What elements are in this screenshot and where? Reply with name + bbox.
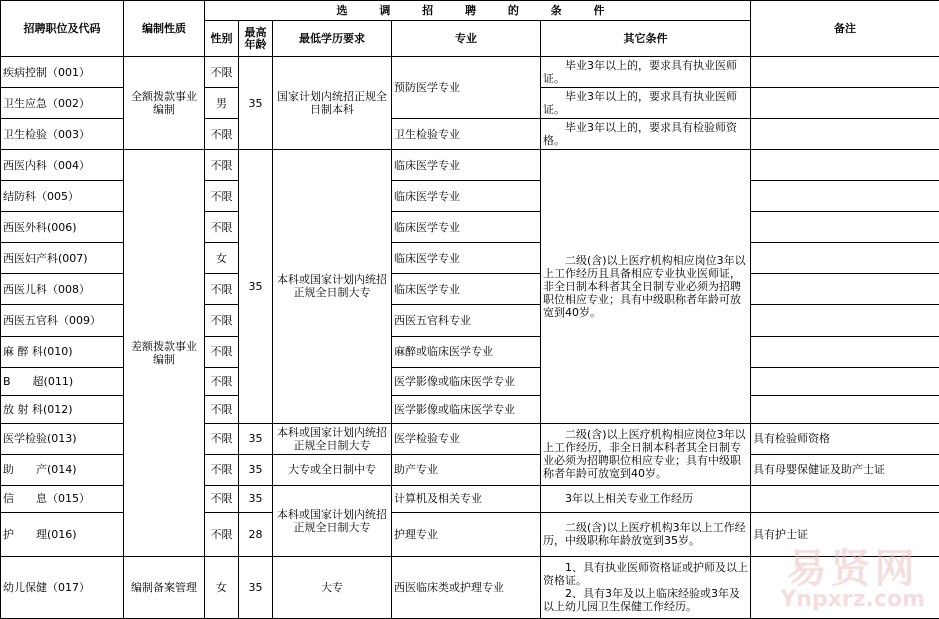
cell-gender: 不限: [205, 367, 239, 395]
cell-gender: 女: [205, 243, 239, 274]
cell-gender: 不限: [205, 57, 239, 88]
cell-gender: 不限: [205, 454, 239, 485]
cell-other: 毕业3年以上的，要求具有执业医师证。: [541, 57, 751, 88]
cell-major: 卫生检验专业: [392, 119, 541, 150]
header-staffing: 编制性质: [124, 1, 205, 57]
cell-position: 护 理(016): [1, 512, 124, 556]
cell-major: 西医五官科专业: [392, 305, 541, 336]
cell-major: 护理专业: [392, 512, 541, 556]
cell-remarks: [751, 367, 939, 395]
cell-major: 助产专业: [392, 454, 541, 485]
cell-age: 35: [239, 556, 273, 618]
cell-remarks: [751, 150, 939, 181]
cell-gender: 不限: [205, 119, 239, 150]
cell-staffing-diff: 差额拨款事业编制: [124, 150, 205, 557]
cell-remarks: [751, 556, 939, 618]
cell-major: 临床医学专业: [392, 212, 541, 243]
cell-position: 西医妇产科(007): [1, 243, 124, 274]
cell-major: 临床医学专业: [392, 150, 541, 181]
cell-position: 医学检验(013): [1, 423, 124, 454]
cell-position: 助 产(014): [1, 454, 124, 485]
table-row: [1, 57, 939, 88]
cell-major: 医学影像或临床医学专业: [392, 367, 541, 395]
other-line-1: 1、具有执业医师资格证或护师及以上资格证。: [543, 561, 748, 588]
header-max-age: 最高年龄: [239, 21, 273, 57]
cell-remarks: [751, 274, 939, 305]
cell-remarks: [751, 395, 939, 423]
cell-remarks: [751, 119, 939, 150]
table-row: [1, 556, 939, 618]
cell-gender: 男: [205, 88, 239, 119]
cell-position: 幼儿保健（017）: [1, 556, 124, 618]
cell-other-group-b: 二级(含)以上医疗机构相应岗位3年以上工作经历且具备相应专业执业医师证，非全日制本科者其全日制专业必须为招聘职位相应专业；具有中级职称者年龄可放宽到40岁。: [541, 150, 751, 423]
cell-gender: 不限: [205, 274, 239, 305]
cell-gender: 不限: [205, 336, 239, 367]
cell-position: 西医儿科（008）: [1, 274, 124, 305]
cell-position: 卫生检验（003）: [1, 119, 124, 150]
cell-age: 35: [239, 454, 273, 485]
cell-position: 信 息（015）: [1, 485, 124, 512]
cell-remarks: [751, 181, 939, 212]
cell-education: 本科或国家计划内统招正规全日制大专: [273, 423, 392, 454]
cell-remarks: [751, 305, 939, 336]
cell-position: 西医内科（004）: [1, 150, 124, 181]
cell-gender: 不限: [205, 512, 239, 556]
cell-gender: 不限: [205, 395, 239, 423]
cell-other: 二级(含)以上医疗机构3年以上工作经历，中级职称年龄放宽到35岁。: [541, 512, 751, 556]
cell-other: 毕业3年以上的，要求具有检验师资格。: [541, 119, 751, 150]
header-major: 专业: [392, 21, 541, 57]
header-gender: 性别: [205, 21, 239, 57]
cell-remarks: 具有检验师资格: [751, 423, 939, 454]
cell-remarks: [751, 88, 939, 119]
cell-remarks: [751, 336, 939, 367]
table-row: [1, 150, 939, 181]
cell-position: 疾病控制（001）: [1, 57, 124, 88]
cell-major: 西医临床类或护理专业: [392, 556, 541, 618]
cell-gender: 不限: [205, 305, 239, 336]
cell-other-multi: [541, 556, 751, 618]
watermark-cn: 易贤网: [786, 546, 919, 592]
cell-age-group-a: 35: [239, 57, 273, 150]
cell-position: 西医五官科（009）: [1, 305, 124, 336]
header-other: 其它条件: [541, 21, 751, 57]
cell-position: 西医外科(006): [1, 212, 124, 243]
cell-remarks: [751, 212, 939, 243]
cell-major-group-a: 预防医学专业: [392, 57, 541, 119]
other-line-2: 2、具有3年及以上临床经验或3年及以上幼儿园卫生保健工作经历。: [543, 587, 740, 614]
cell-position: 结防科（005）: [1, 181, 124, 212]
cell-position: 卫生应急（002）: [1, 88, 124, 119]
cell-other-group-c: 二级(含)以上医疗机构相应岗位3年以上工作经历，非全日制本科者其全日制专业必须为招聘职位相应专业；具有中级职称者年龄可放宽到40岁。: [541, 423, 751, 485]
cell-major: 临床医学专业: [392, 243, 541, 274]
header-education: 最低学历要求: [273, 21, 392, 57]
cell-age: 28: [239, 512, 273, 556]
cell-position: 放 射 科(012): [1, 395, 124, 423]
watermark-en: Ynpxrz.com: [780, 587, 925, 612]
cell-position: 麻 醉 科(010): [1, 336, 124, 367]
cell-education-group-c: 本科或国家计划内统招正规全日制大专: [273, 485, 392, 556]
cell-gender: 不限: [205, 181, 239, 212]
cell-major: 临床医学专业: [392, 181, 541, 212]
cell-major: 医学影像或临床医学专业: [392, 395, 541, 423]
cell-major: 计算机及相关专业: [392, 485, 541, 512]
header-conditions: 选 调 招 聘 的 条 件: [205, 1, 751, 21]
cell-age-group-b: 35: [239, 150, 273, 423]
cell-age: 35: [239, 485, 273, 512]
cell-major: 医学检验专业: [392, 423, 541, 454]
cell-gender: 不限: [205, 485, 239, 512]
cell-major: 麻醉或临床医学专业: [392, 336, 541, 367]
cell-education: 大专: [273, 556, 392, 618]
cell-position: B 超(011): [1, 367, 124, 395]
cell-remarks: [751, 57, 939, 88]
cell-age: 35: [239, 423, 273, 454]
cell-education-group-b: 本科或国家计划内统招正规全日制大专: [273, 150, 392, 423]
cell-staffing: 编制备案管理: [124, 556, 205, 618]
cell-staffing-full: 全额拨款事业编制: [124, 57, 205, 150]
cell-remarks: [751, 243, 939, 274]
cell-remarks: 具有护士证: [751, 512, 939, 556]
cell-gender: 不限: [205, 423, 239, 454]
cell-gender: 女: [205, 556, 239, 618]
cell-gender: 不限: [205, 150, 239, 181]
cell-remarks: 具有母婴保健证及助产士证: [751, 454, 939, 485]
cell-education-group-a: 国家计划内统招正规全日制本科: [273, 57, 392, 150]
cell-other: 毕业3年以上的，要求具有执业医师证。: [541, 88, 751, 119]
cell-other: 3年以上相关专业工作经历: [541, 485, 751, 512]
cell-remarks: [751, 485, 939, 512]
header-remarks: 备注: [751, 1, 939, 57]
header-position: 招聘职位及代码: [1, 1, 124, 57]
cell-gender: 不限: [205, 212, 239, 243]
cell-major: 临床医学专业: [392, 274, 541, 305]
cell-education: 大专或全日制中专: [273, 454, 392, 485]
